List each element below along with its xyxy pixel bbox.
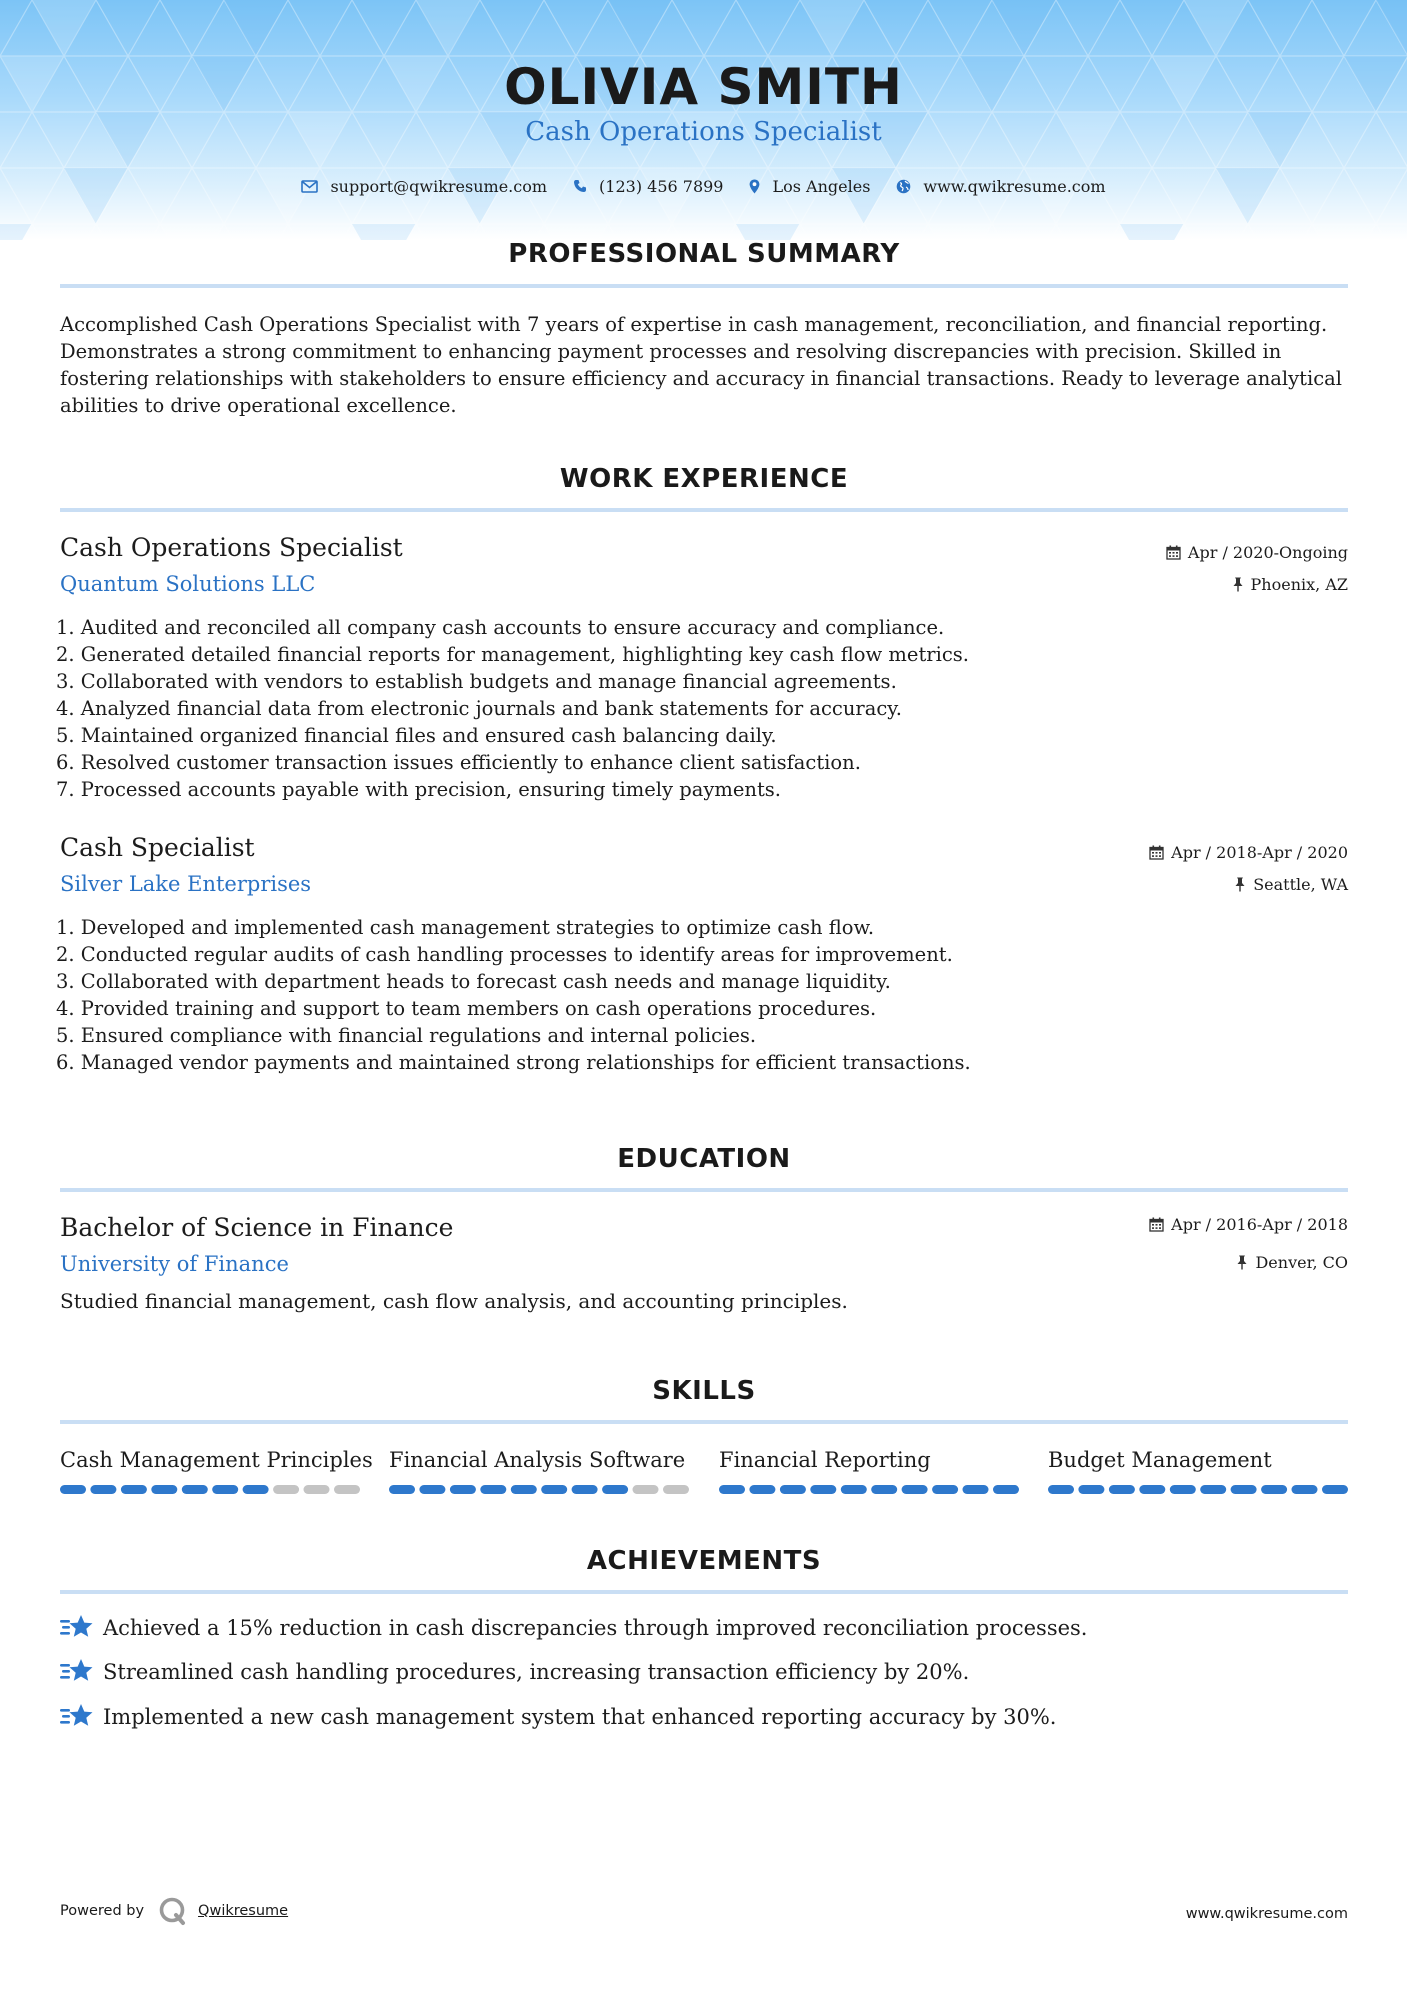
footer-powered-by: [60, 1896, 288, 1926]
skill-segment-filled: [419, 1485, 445, 1494]
skill-segment-filled: [841, 1485, 867, 1494]
candidate-name: OLIVIA SMITH: [504, 58, 903, 116]
calendar-icon: [1149, 845, 1164, 860]
pattern-triangle: [896, 0, 960, 56]
contact-website[interactable]: [896, 177, 1105, 196]
candidate-title: Cash Operations Specialist: [525, 117, 882, 147]
pattern-triangle: [320, 0, 384, 56]
skill-item: [60, 1448, 373, 1472]
school: University of Finance: [60, 1252, 289, 1276]
skill-segment-filled: [243, 1485, 269, 1494]
list-item: 4. Analyzed financial data from electronic journals and bank statements for accuracy.: [56, 697, 902, 720]
list-item: 6. Managed vendor payments and maintained strong relationships for efficient transactions.: [56, 1051, 971, 1074]
education-divider: [60, 1188, 1348, 1192]
company-1: Quantum Solutions LLC: [60, 572, 316, 596]
skill-segment-empty: [273, 1485, 299, 1494]
skill-level-bar: [719, 1485, 1019, 1495]
skill-name: Budget Management: [1048, 1448, 1272, 1472]
job-location-1: [1232, 575, 1348, 594]
list-item: 6. Resolved customer transaction issues efficiently to enhance client satisfaction.: [56, 751, 861, 774]
pin-icon: [1234, 877, 1246, 892]
calendar-icon: [1149, 1217, 1164, 1232]
pattern-triangle: [608, 0, 672, 56]
website-text: www.qwikresume.com: [923, 176, 1106, 196]
star-icon: [60, 1703, 94, 1731]
achievement-text: Achieved a 15% reduction in cash discrepancies through improved reconciliation processes.: [103, 1616, 1088, 1640]
achievements-divider: [60, 1590, 1348, 1594]
pattern-triangle: [736, 224, 800, 240]
pattern-triangle: [32, 0, 96, 56]
contact-phone[interactable]: [573, 177, 723, 196]
pattern-triangle: [160, 224, 224, 240]
pattern-triangle: [256, 224, 320, 240]
skill-segment-filled: [60, 1485, 86, 1494]
skill-segment-filled: [1200, 1485, 1226, 1494]
footer-website[interactable]: www.qwikresume.com: [1185, 1906, 1348, 1922]
job-location-2: [1234, 875, 1348, 894]
pattern-triangle: [416, 0, 480, 56]
skill-level-bar: [60, 1485, 360, 1495]
pin-icon: [1232, 577, 1244, 592]
skill-segment-filled: [902, 1485, 928, 1494]
star-icon: [60, 1614, 94, 1642]
list-item: 2. Generated detailed financial reports for management, highlighting key cash flow metrics.: [56, 643, 969, 666]
skill-level-bar: [1048, 1485, 1348, 1495]
education-dates: [1149, 1215, 1348, 1234]
education-location: [1236, 1253, 1348, 1272]
skill-segment-filled: [932, 1485, 958, 1494]
email-text: support@qwikresume.com: [330, 176, 548, 196]
list-item: 7. Processed accounts payable with precision, ensuring timely payments.: [56, 778, 781, 801]
job-dates-1: [1166, 543, 1348, 562]
skill-item: [1048, 1448, 1348, 1472]
map-marker-icon: [749, 179, 760, 194]
skill-segment-empty: [633, 1485, 659, 1494]
skill-item: [389, 1448, 689, 1472]
envelope-icon: [301, 180, 318, 193]
skill-name: Financial Analysis Software: [389, 1448, 686, 1472]
phone-icon: [573, 179, 587, 193]
pattern-triangle: [64, 224, 128, 240]
brand-link[interactable]: Qwikresume: [198, 1903, 289, 1919]
powered-by-text: Powered by: [60, 1903, 145, 1919]
skill-segment-filled: [810, 1485, 836, 1494]
pattern-triangle: [224, 0, 288, 56]
achievements-heading: ACHIEVEMENTS: [586, 1546, 822, 1576]
achievement-item: [60, 1614, 1087, 1642]
pattern-triangle: [1088, 0, 1152, 56]
pattern-triangle: [832, 224, 896, 240]
education-description: Studied financial management, cash flow analysis, and accounting principles.: [60, 1289, 848, 1313]
pattern-triangle: [512, 0, 576, 56]
skill-segment-filled: [572, 1485, 598, 1494]
job-dates-2: [1149, 843, 1348, 862]
skill-segment-filled: [389, 1485, 415, 1494]
list-item: 5. Maintained organized financial files and ensured cash balancing daily.: [56, 724, 777, 747]
pin-icon: [1236, 1255, 1248, 1270]
skill-name: Financial Reporting: [719, 1448, 931, 1472]
list-item: 5. Ensured compliance with financial regulations and internal policies.: [56, 1024, 757, 1047]
skill-segment-filled: [602, 1485, 628, 1494]
qwikresume-logo-icon: [158, 1896, 188, 1926]
job-dates-1-text: Apr / 2020-Ongoing: [1187, 543, 1348, 562]
skill-segment-filled: [871, 1485, 897, 1494]
education-heading: EDUCATION: [617, 1144, 791, 1174]
skills-divider: [60, 1420, 1348, 1424]
skill-segment-filled: [1261, 1485, 1287, 1494]
skill-segment-empty: [663, 1485, 689, 1494]
skill-segment-filled: [1078, 1485, 1104, 1494]
list-item: 1. Audited and reconciled all company cash accounts to ensure accuracy and compliance.: [56, 616, 945, 639]
globe-icon: [896, 179, 911, 194]
job-title-2: Cash Specialist: [60, 833, 255, 862]
pattern-triangle: [1312, 224, 1376, 240]
pattern-triangle: [928, 224, 992, 240]
pattern-triangle: [992, 0, 1056, 56]
skill-segment-filled: [1322, 1485, 1348, 1494]
skill-segment-filled: [541, 1485, 567, 1494]
skill-segment-filled: [1292, 1485, 1318, 1494]
achievement-text: Streamlined cash handling procedures, increasing transaction efficiency by 20%.: [103, 1660, 970, 1684]
skill-segment-filled: [993, 1485, 1019, 1494]
job-title-1: Cash Operations Specialist: [60, 533, 403, 562]
skill-segment-filled: [719, 1485, 745, 1494]
pattern-triangle: [448, 224, 512, 240]
pattern-triangle: [352, 224, 416, 240]
skill-segment-filled: [151, 1485, 177, 1494]
degree: Bachelor of Science in Finance: [60, 1213, 454, 1242]
pattern-triangle: [640, 224, 704, 240]
summary-text: Accomplished Cash Operations Specialist with 7 years of expertise in cash management, reconciliation, and financial reporting. Demonstrates a strong commitment to enhancing payment processes and resolving discrepancies with precision. Skilled in fostering relationships with stakeholders to ensure efficiency and accuracy in financial transactions. Ready to leverage analytical abilities to drive operational excellence.: [60, 313, 1343, 417]
skill-segment-filled: [450, 1485, 476, 1494]
skills-heading: SKILLS: [652, 1376, 756, 1406]
skill-segment-filled: [1109, 1485, 1135, 1494]
pattern-triangle: [800, 0, 864, 56]
list-item: 4. Provided training and support to team members on cash operations procedures.: [56, 997, 877, 1020]
skill-segment-filled: [121, 1485, 147, 1494]
contact-email[interactable]: [301, 177, 547, 196]
skill-segment-filled: [212, 1485, 238, 1494]
experience-divider: [60, 508, 1348, 512]
skill-segment-filled: [963, 1485, 989, 1494]
job-bullets-1: [56, 614, 1256, 803]
pattern-triangle: [1120, 224, 1184, 240]
achievement-item: [60, 1658, 969, 1686]
pattern-triangle: [1024, 224, 1088, 240]
calendar-icon: [1166, 545, 1181, 560]
experience-heading: WORK EXPERIENCE: [559, 464, 849, 494]
education-location-text: Denver, CO: [1255, 1253, 1348, 1272]
skill-segment-filled: [511, 1485, 537, 1494]
education-dates-text: Apr / 2016-Apr / 2018: [1171, 1215, 1348, 1234]
list-item: 1. Developed and implemented cash management strategies to optimize cash flow.: [56, 916, 875, 939]
skill-segment-filled: [1231, 1485, 1257, 1494]
skill-segment-filled: [1048, 1485, 1074, 1494]
job-bullets-2: [56, 914, 1256, 1076]
achievement-item: [60, 1703, 1056, 1731]
skill-segment-filled: [1170, 1485, 1196, 1494]
skill-segment-filled: [1139, 1485, 1165, 1494]
achievement-text: Implemented a new cash management system that enhanced reporting accuracy by 30%.: [103, 1705, 1057, 1729]
skill-segment-empty: [334, 1485, 360, 1494]
list-item: 2. Conducted regular audits of cash handling processes to identify areas for improvement.: [56, 943, 953, 966]
skill-level-bar: [389, 1485, 689, 1495]
location-text: Los Angeles: [772, 176, 871, 196]
skill-segment-filled: [480, 1485, 506, 1494]
list-item: 3. Collaborated with department heads to forecast cash needs and manage liquidity.: [56, 970, 891, 993]
company-2: Silver Lake Enterprises: [60, 872, 312, 896]
skill-segment-empty: [304, 1485, 330, 1494]
skill-segment-filled: [90, 1485, 116, 1494]
skill-name: Cash Management Principles: [60, 1448, 373, 1472]
skill-segment-filled: [749, 1485, 775, 1494]
pattern-triangle: [704, 0, 768, 56]
job-location-1-text: Phoenix, AZ: [1250, 575, 1348, 594]
job-location-2-text: Seattle, WA: [1253, 875, 1348, 894]
job-dates-2-text: Apr / 2018-Apr / 2020: [1171, 843, 1348, 862]
skill-segment-filled: [182, 1485, 208, 1494]
summary-heading: PROFESSIONAL SUMMARY: [508, 239, 900, 269]
pattern-triangle: [544, 224, 608, 240]
contact-bar: [0, 172, 1407, 200]
summary-divider: [60, 284, 1348, 288]
pattern-triangle: [128, 0, 192, 56]
list-item: 3. Collaborated with vendors to establish budgets and manage financial agreements.: [56, 670, 897, 693]
skill-segment-filled: [780, 1485, 806, 1494]
phone-text: (123) 456 7899: [599, 176, 724, 196]
skill-item: [719, 1448, 1019, 1472]
pattern-triangle: [1184, 0, 1248, 56]
star-icon: [60, 1658, 94, 1686]
pattern-triangle: [1216, 224, 1280, 240]
pattern-triangle: [1280, 0, 1344, 56]
contact-location: [749, 177, 870, 196]
